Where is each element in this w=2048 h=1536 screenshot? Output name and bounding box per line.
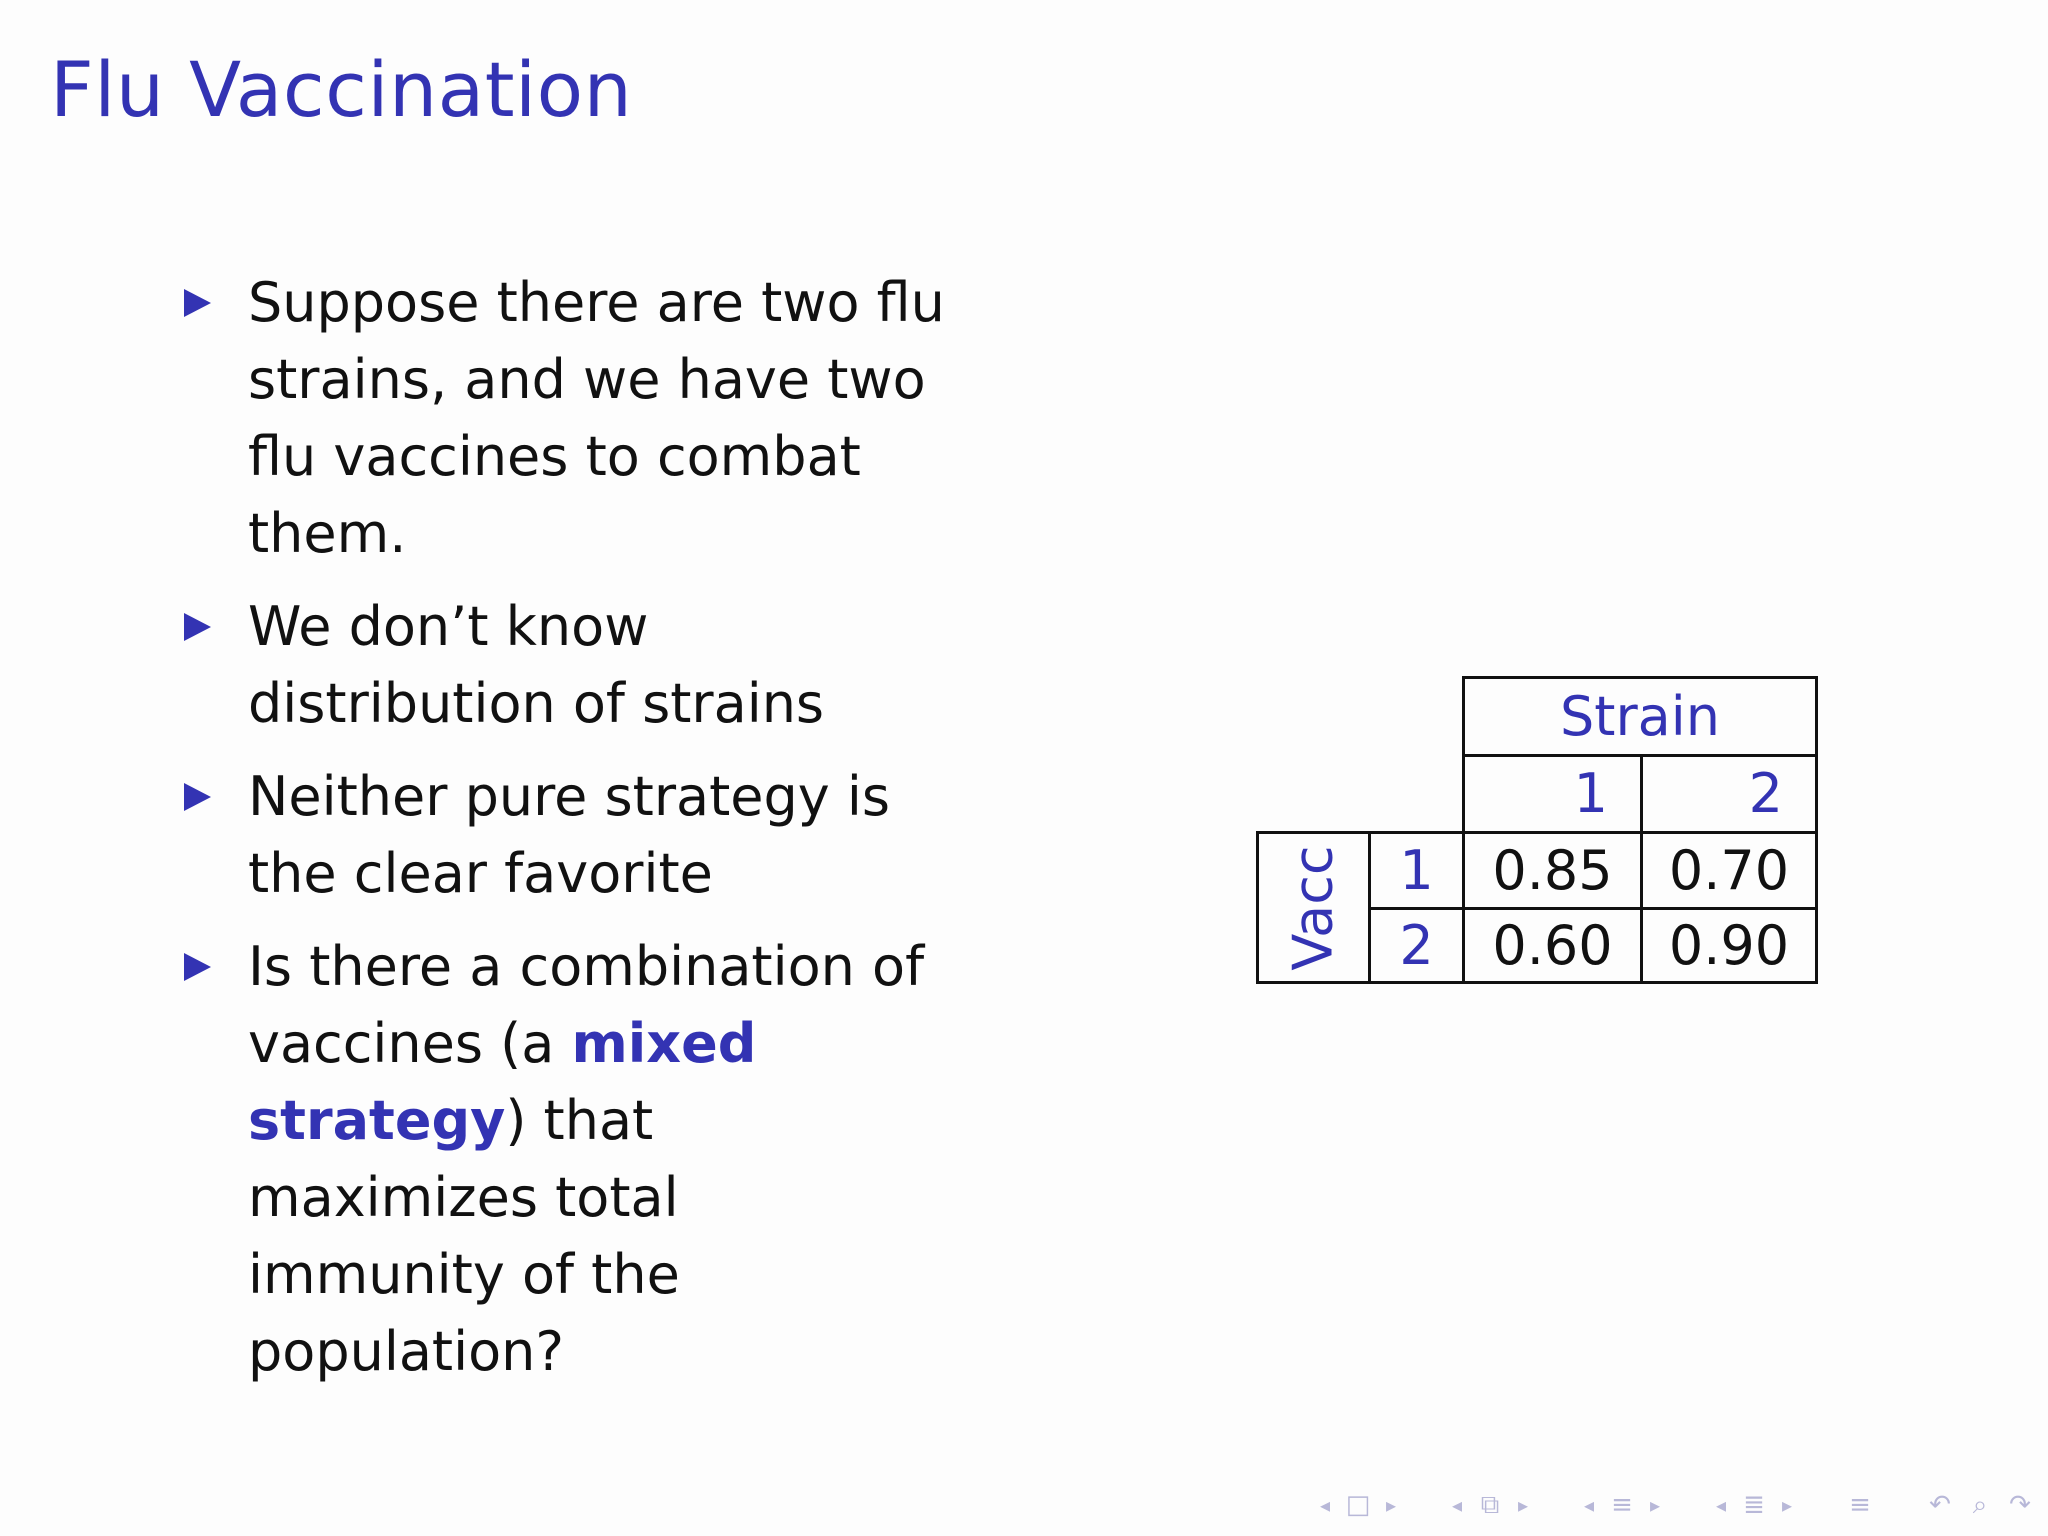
row-label: 1: [1368, 831, 1462, 907]
nav-section-icon[interactable]: ≡: [1611, 1490, 1633, 1520]
col-label: 2: [1640, 754, 1818, 831]
nav-next-frame-icon[interactable]: ▸: [1385, 1493, 1397, 1517]
bullet-item: [178, 758, 938, 912]
payoff-matrix: [1256, 676, 1818, 984]
col-label: 1: [1462, 754, 1640, 831]
bullet-line: strains, and we have two: [248, 348, 926, 411]
bullet-line: [248, 1082, 938, 1159]
nav-next-subsection-icon[interactable]: ▸: [1517, 1493, 1529, 1517]
col-header-strain: Strain: [1462, 676, 1818, 754]
bullet-list: [178, 264, 945, 1406]
beamer-nav-bar: [1312, 1488, 2040, 1522]
bullet-triangle-icon: [184, 953, 211, 981]
nav-next-doc-icon[interactable]: ▸: [1781, 1493, 1793, 1517]
emphasis-mixed: mixed: [571, 1012, 757, 1075]
row-header-vacc: Vacc: [1281, 844, 1345, 971]
bullet-line: flu vaccines to combat: [248, 425, 861, 488]
bullet-line: Is there a combination of: [248, 935, 925, 998]
bullet-triangle-icon: [184, 289, 211, 317]
matrix-value: 0.90: [1640, 907, 1818, 984]
bullet-line: them.: [248, 502, 407, 565]
matrix-value: 0.60: [1462, 907, 1640, 984]
bullet-line: maximizes total: [248, 1166, 679, 1229]
nav-redo-icon[interactable]: ↷: [2009, 1490, 2031, 1520]
nav-prev-frame-icon[interactable]: ◂: [1319, 1493, 1331, 1517]
bullet-text: ) that: [505, 1089, 654, 1152]
bullet-line: population?: [248, 1320, 565, 1383]
nav-next-section-icon[interactable]: ▸: [1649, 1493, 1661, 1517]
nav-frame-icon[interactable]: □: [1345, 1490, 1371, 1520]
matrix-value: 0.85: [1462, 831, 1640, 907]
nav-prev-doc-icon[interactable]: ◂: [1715, 1493, 1727, 1517]
emphasis-strategy: strategy: [248, 1089, 506, 1152]
bullet-text: vaccines (a: [248, 1012, 572, 1075]
bullet-line: immunity of the: [248, 1243, 680, 1306]
matrix-value: 0.70: [1640, 831, 1818, 907]
bullet-line: [248, 1005, 938, 1082]
nav-doc-icon[interactable]: ≣: [1743, 1490, 1765, 1520]
nav-prev-subsection-icon[interactable]: ◂: [1451, 1493, 1463, 1517]
row-label: 2: [1368, 907, 1462, 984]
bullet-line: We don’t know: [248, 595, 649, 658]
nav-align-icon[interactable]: ≡: [1849, 1490, 1871, 1520]
nav-prev-section-icon[interactable]: ◂: [1583, 1493, 1595, 1517]
bullet-triangle-icon: [184, 783, 211, 811]
bullet-item: [178, 264, 945, 572]
slide-title: Flu Vaccination: [50, 45, 633, 134]
nav-undo-icon[interactable]: ↶: [1929, 1490, 1951, 1520]
nav-subsection-icon[interactable]: ⧉: [1480, 1490, 1500, 1520]
row-header-vacc-cell: [1256, 831, 1368, 984]
bullet-line: distribution of strains: [248, 672, 825, 735]
bullet-item: [178, 588, 938, 742]
bullet-item: [178, 928, 938, 1390]
nav-search-icon[interactable]: ⌕: [1972, 1490, 1988, 1520]
bullet-triangle-icon: [184, 613, 211, 641]
bullet-line: Neither pure strategy is: [248, 765, 891, 828]
bullet-line: Suppose there are two flu: [248, 271, 945, 334]
bullet-line: the clear favorite: [248, 842, 713, 905]
